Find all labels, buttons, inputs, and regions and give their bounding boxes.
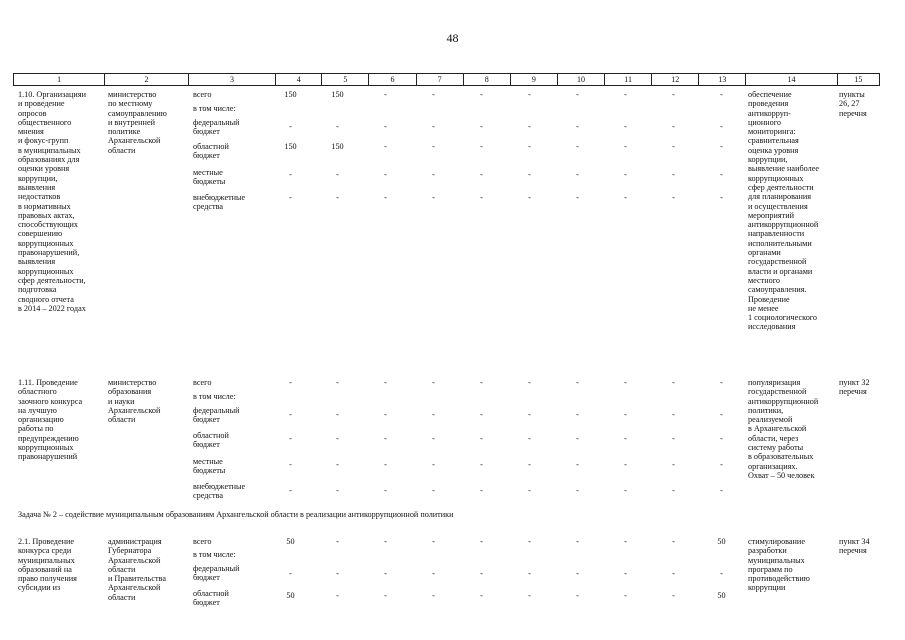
reference-cell: пункт 34 перечня (839, 537, 870, 556)
value-cell: - (432, 193, 435, 202)
value-cell: - (528, 460, 531, 469)
value-cell: 50 (717, 591, 726, 600)
header-col-1: 1 (57, 75, 62, 84)
header-col-2: 2 (104, 74, 187, 85)
value-cell: - (336, 434, 339, 443)
header-col-14: 14 (745, 74, 836, 85)
table-row (13, 378, 880, 506)
value-cell: - (672, 170, 675, 179)
value-cell: - (624, 410, 627, 419)
value-cell: - (289, 193, 292, 202)
value-cell: 150 (284, 90, 297, 99)
value-cell: - (432, 170, 435, 179)
value-cell: - (576, 486, 579, 495)
value-cell: - (336, 486, 339, 495)
value-cell: - (720, 142, 723, 151)
executor-cell: министерство по местному самоуправлению и внутренней политике Архангельской области (108, 90, 167, 155)
value-cell: - (432, 591, 435, 600)
source-offbudget: внебюджетные средства (193, 482, 246, 501)
value-cell: - (432, 486, 435, 495)
value-cell: - (576, 378, 579, 387)
value-cell: - (432, 434, 435, 443)
value-cell: - (528, 90, 531, 99)
value-cell: - (480, 434, 483, 443)
value-cell: - (384, 434, 387, 443)
value-cell: - (720, 569, 723, 578)
value-cell: - (624, 537, 627, 546)
header-col-4: 4 (275, 74, 321, 85)
value-cell: 150 (331, 142, 344, 151)
value-cell: - (432, 142, 435, 151)
value-cell: - (672, 569, 675, 578)
value-cell: - (672, 378, 675, 387)
value-cell: - (720, 122, 723, 131)
reference-cell: пункт 32 перечня (839, 378, 870, 397)
source-total: всего (193, 537, 212, 546)
value-cell: - (720, 486, 723, 495)
executor-cell: администрация Губернатора Архангельской области и Правительства Архангельской области (108, 537, 166, 602)
value-cell: - (576, 90, 579, 99)
value-cell: - (528, 537, 531, 546)
value-cell: - (528, 591, 531, 600)
table-row (13, 90, 880, 370)
source-including: в том числе: (193, 392, 236, 401)
reference-cell: пункты 26, 27 перечня (839, 90, 867, 118)
value-cell: - (624, 486, 627, 495)
value-cell: - (528, 410, 531, 419)
value-cell: - (720, 434, 723, 443)
header-col-9: 9 (510, 74, 557, 85)
source-including: в том числе: (193, 104, 236, 113)
value-cell: - (336, 193, 339, 202)
value-cell: - (576, 569, 579, 578)
value-cell: - (336, 460, 339, 469)
value-cell: 50 (286, 591, 295, 600)
value-cell: - (384, 591, 387, 600)
value-cell: - (384, 486, 387, 495)
value-cell: - (624, 193, 627, 202)
value-cell: - (336, 591, 339, 600)
header-col-7: 7 (416, 74, 463, 85)
value-cell: - (576, 142, 579, 151)
header-col-11: 11 (604, 74, 651, 85)
value-cell: - (480, 460, 483, 469)
value-cell: - (624, 460, 627, 469)
header-col-15: 15 (837, 74, 879, 85)
header-col-3: 3 (188, 74, 275, 85)
value-cell: - (720, 170, 723, 179)
task-title: Задача № 2 – содействие муниципальным образованиям Архангельской области в реализации антикоррупционной политики (18, 510, 454, 519)
value-cell: - (576, 434, 579, 443)
value-cell: - (384, 90, 387, 99)
value-cell: - (672, 193, 675, 202)
value-cell: - (624, 569, 627, 578)
header-col-10: 10 (557, 74, 604, 85)
table-row (13, 537, 880, 617)
value-cell: - (336, 410, 339, 419)
value-cell: - (480, 90, 483, 99)
value-cell: - (624, 142, 627, 151)
value-cell: - (432, 90, 435, 99)
value-cell: - (624, 170, 627, 179)
value-cell: - (528, 122, 531, 131)
value-cell: - (624, 90, 627, 99)
table-header (13, 73, 880, 86)
value-cell: - (336, 569, 339, 578)
value-cell: - (624, 122, 627, 131)
value-cell: - (672, 460, 675, 469)
value-cell: - (672, 434, 675, 443)
value-cell: - (720, 460, 723, 469)
value-cell: - (384, 460, 387, 469)
value-cell: - (720, 193, 723, 202)
value-cell: - (336, 537, 339, 546)
header-col-12: 12 (651, 74, 698, 85)
value-cell: - (480, 170, 483, 179)
value-cell: - (384, 569, 387, 578)
source-total: всего (193, 378, 212, 387)
executor-cell: министерство образования и науки Архангельской области (108, 378, 161, 425)
value-cell: - (576, 537, 579, 546)
page-number: 48 (446, 31, 459, 45)
source-including: в том числе: (193, 550, 236, 559)
value-cell: - (289, 410, 292, 419)
value-cell: 50 (717, 537, 726, 546)
value-cell: - (336, 170, 339, 179)
value-cell: - (384, 193, 387, 202)
value-cell: - (720, 378, 723, 387)
result-cell: популяризация государственной антикоррупционной политики, реализуемой в Архангельской области, через систему работы в образовательных организациях. Охват – 50 человек (748, 378, 819, 480)
value-cell: - (289, 486, 292, 495)
value-cell: - (480, 142, 483, 151)
value-cell: - (624, 434, 627, 443)
value-cell: - (672, 142, 675, 151)
value-cell: - (672, 90, 675, 99)
source-regional: областной бюджет (193, 431, 229, 450)
activity-cell: 2.1. Проведение конкурса среди муниципальных образований на право получения субсидии из (18, 537, 77, 593)
value-cell: - (576, 410, 579, 419)
value-cell: - (432, 569, 435, 578)
value-cell: - (480, 591, 483, 600)
value-cell: - (624, 378, 627, 387)
value-cell: - (720, 410, 723, 419)
source-local: местные бюджеты (193, 168, 226, 187)
value-cell: - (289, 122, 292, 131)
value-cell: - (672, 410, 675, 419)
value-cell: - (432, 537, 435, 546)
value-cell: - (336, 378, 339, 387)
value-cell: - (528, 434, 531, 443)
value-cell: - (480, 537, 483, 546)
value-cell: - (384, 410, 387, 419)
header-col-5: 5 (321, 74, 368, 85)
value-cell: - (432, 410, 435, 419)
value-cell: - (480, 569, 483, 578)
value-cell: - (576, 122, 579, 131)
activity-cell: 1.11. Проведение областного заочного конкурса на лучшую организацию работы по предупреждению коррупционных правонарушений (18, 378, 83, 462)
source-total: всего (193, 90, 212, 99)
value-cell: - (289, 569, 292, 578)
value-cell: - (672, 591, 675, 600)
value-cell: - (720, 90, 723, 99)
value-cell: - (672, 122, 675, 131)
value-cell: - (480, 122, 483, 131)
value-cell: 150 (284, 142, 297, 151)
source-federal: федеральный бюджет (193, 564, 240, 583)
value-cell: 50 (286, 537, 295, 546)
value-cell: - (384, 170, 387, 179)
value-cell: - (576, 170, 579, 179)
source-regional: областной бюджет (193, 589, 229, 608)
value-cell: - (576, 460, 579, 469)
value-cell: - (384, 537, 387, 546)
value-cell: - (528, 378, 531, 387)
activity-cell: 1.10. Организацияи и проведение опросов общественного мнения и фокус-групп в муниципальных образованиях для оценки уровня коррупции, выявления недостатков в нормативных правовых актах, способствующих совершению коррупционных правонарушений, выявления коррупционных сфер деятельности, подготовка сводного отчета в 2014 – 2022 годах (18, 90, 86, 313)
source-regional: областной бюджет (193, 142, 229, 161)
value-cell: - (384, 378, 387, 387)
value-cell: - (432, 378, 435, 387)
value-cell: - (672, 537, 675, 546)
value-cell: - (672, 486, 675, 495)
value-cell: - (528, 569, 531, 578)
value-cell: - (289, 460, 292, 469)
source-local: местные бюджеты (193, 457, 226, 476)
result-cell: обеспечение проведения антикорруп- ционного мониторинга: сравнительная оценка уровня коррупции, выявление наиболее коррупционных сфер деятельности для планирования и осуществления мероприятий антикоррупционной направленности исполнительными органами государственной власти и органами местного самоуправления. Проведение не менее 1 социологического исследования (748, 90, 819, 332)
value-cell: - (336, 122, 339, 131)
source-federal: федеральный бюджет (193, 406, 240, 425)
value-cell: - (528, 193, 531, 202)
value-cell: - (624, 591, 627, 600)
source-federal: федеральный бюджет (193, 118, 240, 137)
value-cell: - (289, 170, 292, 179)
value-cell: - (432, 122, 435, 131)
header-col-13: 13 (698, 74, 745, 85)
value-cell: - (528, 142, 531, 151)
value-cell: - (528, 170, 531, 179)
value-cell: - (528, 486, 531, 495)
value-cell: - (480, 486, 483, 495)
value-cell: - (576, 591, 579, 600)
value-cell: - (384, 142, 387, 151)
value-cell: 150 (331, 90, 344, 99)
source-offbudget: внебюджетные средства (193, 193, 246, 212)
value-cell: - (384, 122, 387, 131)
header-col-8: 8 (463, 74, 510, 85)
value-cell: - (576, 193, 579, 202)
value-cell: - (480, 378, 483, 387)
value-cell: - (289, 434, 292, 443)
value-cell: - (480, 193, 483, 202)
value-cell: - (480, 410, 483, 419)
value-cell: - (432, 460, 435, 469)
value-cell: - (289, 378, 292, 387)
result-cell: стимулирование разработки муниципальных программ по противодействию коррупции (748, 537, 810, 593)
header-col-6: 6 (368, 74, 415, 85)
